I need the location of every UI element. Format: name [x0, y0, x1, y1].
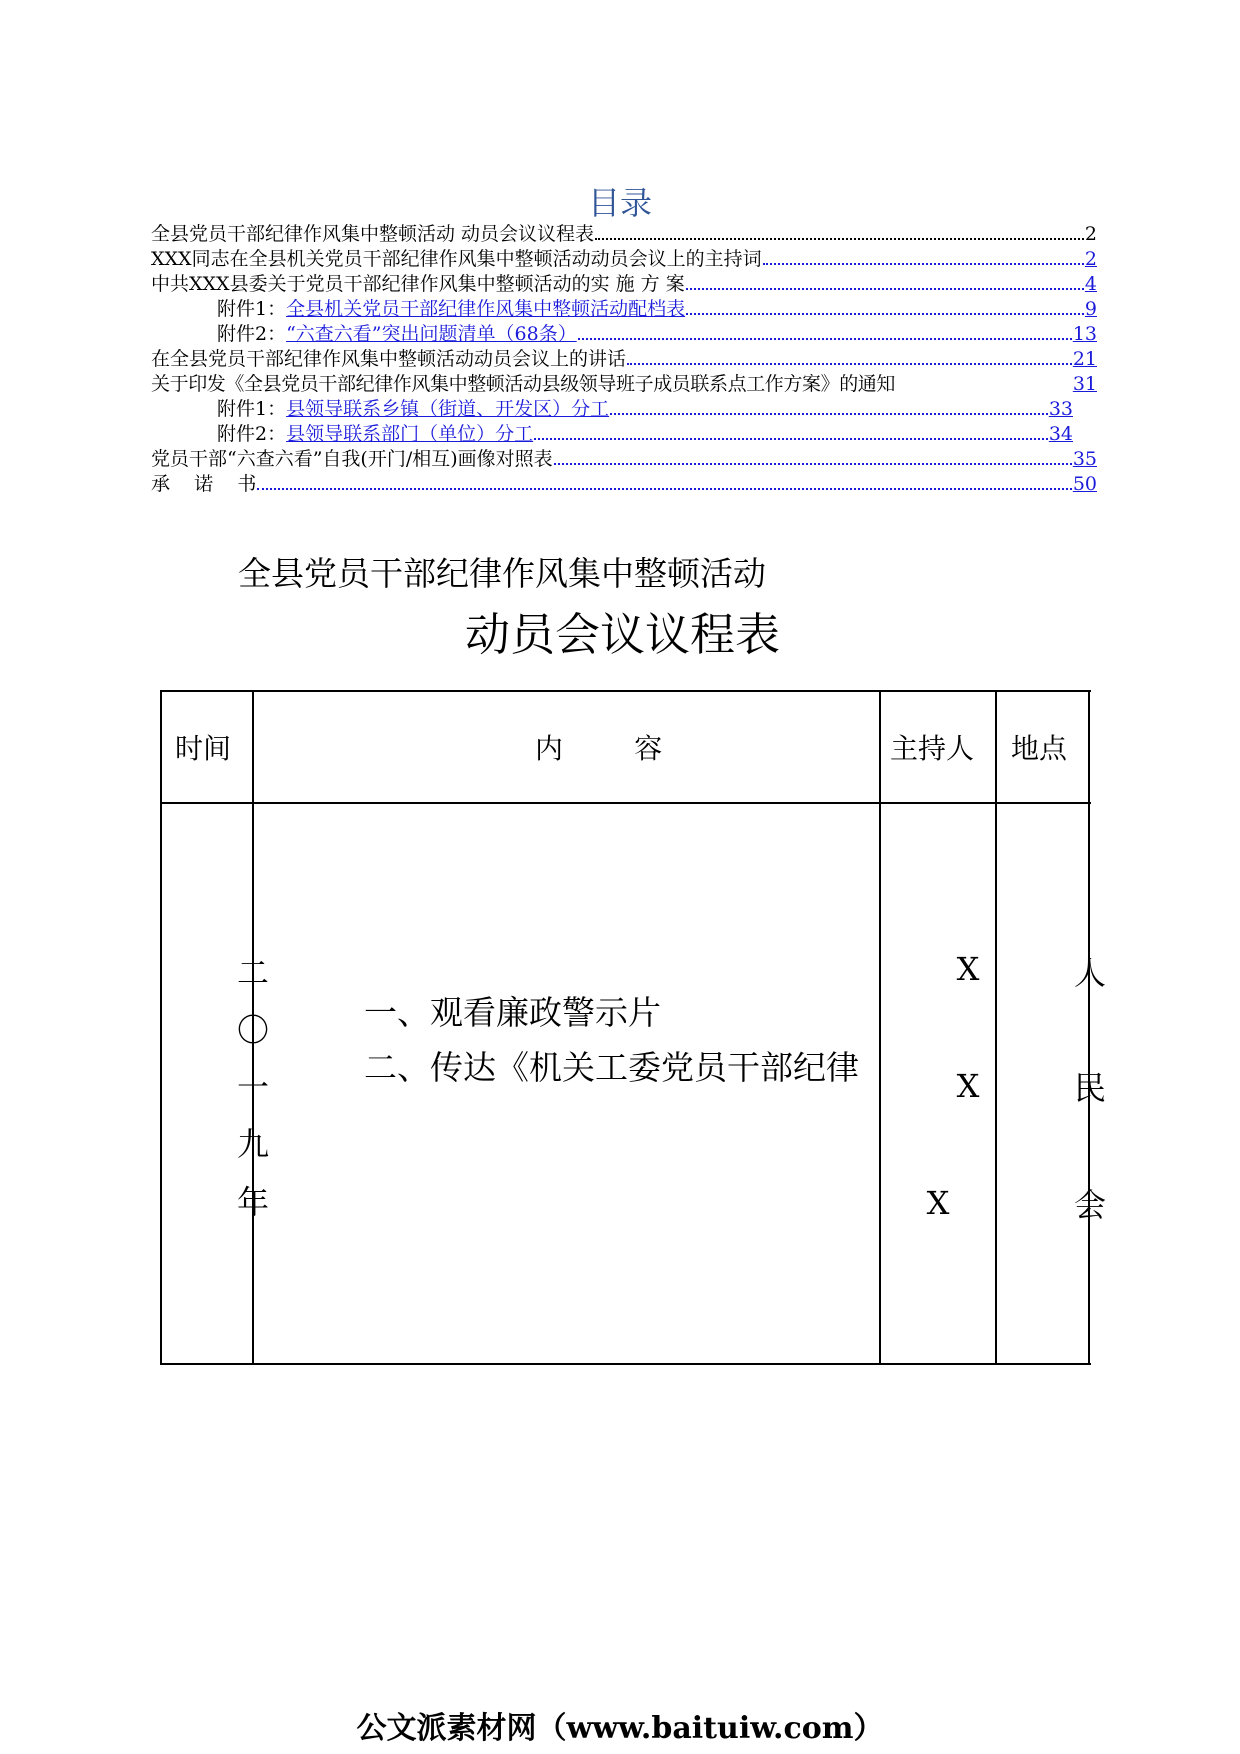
toc-entry-text: XXX同志在全县机关党员干部纪律作风集中整顿活动动员会议上的主持词 — [151, 248, 762, 270]
toc-entry[interactable] — [151, 471, 1097, 495]
header-time: 时间 — [175, 732, 232, 765]
toc-leader — [257, 488, 1071, 490]
toc-entry[interactable] — [151, 221, 1097, 245]
toc-page-number: 34 — [1048, 423, 1073, 445]
toc-entry-link[interactable]: 全县机关党员干部纪律作风集中整顿活动配档表 — [286, 298, 686, 320]
time-char: 九 — [236, 1125, 269, 1163]
toc-entry[interactable] — [151, 446, 1097, 470]
time-char: 二 — [236, 954, 269, 992]
toc-leader — [595, 238, 1084, 240]
agenda-table — [160, 690, 1106, 1365]
toc-entry-text: 关于印发《全县党员干部纪律作风集中整顿活动县级领导班子成员联系点工作方案》的通知 — [151, 373, 896, 395]
content-line: 一、观看廉政警示片 — [364, 993, 661, 1032]
toc-entry-text: 中共XXX县委关于党员干部纪律作风集中整顿活动的实 施 方 案 — [151, 273, 685, 295]
table-border-bottom — [160, 1363, 1091, 1365]
toc-entry[interactable] — [151, 346, 1097, 370]
toc-title: 目录 — [587, 184, 652, 222]
toc-page-number: 13 — [1072, 323, 1097, 345]
toc-page-number: 50 — [1072, 473, 1097, 495]
table-header-divider — [160, 802, 1091, 804]
toc-leader — [554, 463, 1072, 465]
toc-page-number: 2 — [1084, 223, 1097, 245]
host-char: X — [926, 1184, 950, 1222]
host-char: X — [956, 950, 980, 988]
toc-page-number: 4 — [1084, 273, 1097, 295]
footer-watermark: 公文派素材网（www.baituiw.com） — [356, 1711, 884, 1746]
toc-leader — [686, 288, 1084, 290]
place-char: 会 — [1073, 1186, 1106, 1224]
toc-entry-prefix: 附件2： — [217, 423, 287, 445]
toc-entry[interactable] — [151, 246, 1097, 270]
document-title-line1: 全县党员干部纪律作风集中整顿活动 — [238, 554, 766, 593]
toc-leader — [763, 263, 1084, 265]
table-border-top — [160, 690, 1091, 692]
toc-entry-link[interactable]: “六查六看”突出问题清单（68条） — [286, 323, 577, 345]
toc-entry-prefix: 附件1： — [217, 298, 287, 320]
toc-page-number: 21 — [1072, 348, 1097, 370]
table-column-divider — [995, 690, 997, 1365]
toc-leader — [610, 413, 1048, 415]
toc-leader — [534, 438, 1048, 440]
toc-entry[interactable] — [217, 296, 1097, 320]
table-border-left — [160, 690, 162, 1365]
toc-entry[interactable] — [151, 271, 1097, 295]
table-border-right — [1088, 690, 1090, 1365]
toc-entry-text: 在全县党员干部纪律作风集中整顿活动动员会议上的讲话 — [151, 348, 627, 370]
toc-entry-prefix: 附件1： — [217, 398, 287, 420]
header-host: 主持人 — [890, 732, 975, 765]
header-content: 内 容 — [535, 732, 663, 765]
toc-page-number: 9 — [1084, 298, 1097, 320]
toc-entry-text: 全县党员干部纪律作风集中整顿活动 动员会议议程表 — [151, 223, 595, 245]
toc-leader — [578, 338, 1072, 340]
time-char: 一 — [236, 1068, 269, 1106]
toc-page-number: 31 — [1072, 373, 1097, 395]
toc-entry-text: 承 诺 书 — [151, 473, 257, 495]
place-char: 民 — [1073, 1069, 1106, 1107]
toc-leader — [686, 313, 1084, 315]
document-title-line2: 动员会议议程表 — [465, 608, 781, 661]
toc-entry[interactable] — [151, 371, 1097, 395]
toc-entry-link[interactable]: 县领导联系乡镇（街道、开发区）分工 — [286, 398, 610, 420]
toc-entry-prefix: 附件2： — [217, 323, 287, 345]
toc-entry-text: 党员干部“六查六看”自我(开门/相互)画像对照表 — [151, 448, 553, 470]
toc-page-number: 33 — [1048, 398, 1073, 420]
table-column-divider — [879, 690, 881, 1365]
toc-page-number: 35 — [1072, 448, 1097, 470]
header-place: 地点 — [1011, 732, 1068, 765]
place-char: 人 — [1073, 954, 1106, 992]
toc-entry-link[interactable]: 县领导联系部门（单位）分工 — [286, 423, 534, 445]
toc-entry[interactable] — [217, 421, 1073, 445]
toc-leader — [627, 363, 1072, 365]
time-char: 年 — [236, 1183, 269, 1221]
host-char: X — [956, 1067, 980, 1105]
toc-page-number: 2 — [1084, 248, 1097, 270]
time-char: 〇 — [236, 1011, 269, 1049]
toc-entry[interactable] — [217, 321, 1097, 345]
content-line: 二、传达《机关工委党员干部纪律 — [364, 1048, 859, 1087]
toc-entry[interactable] — [217, 396, 1073, 420]
